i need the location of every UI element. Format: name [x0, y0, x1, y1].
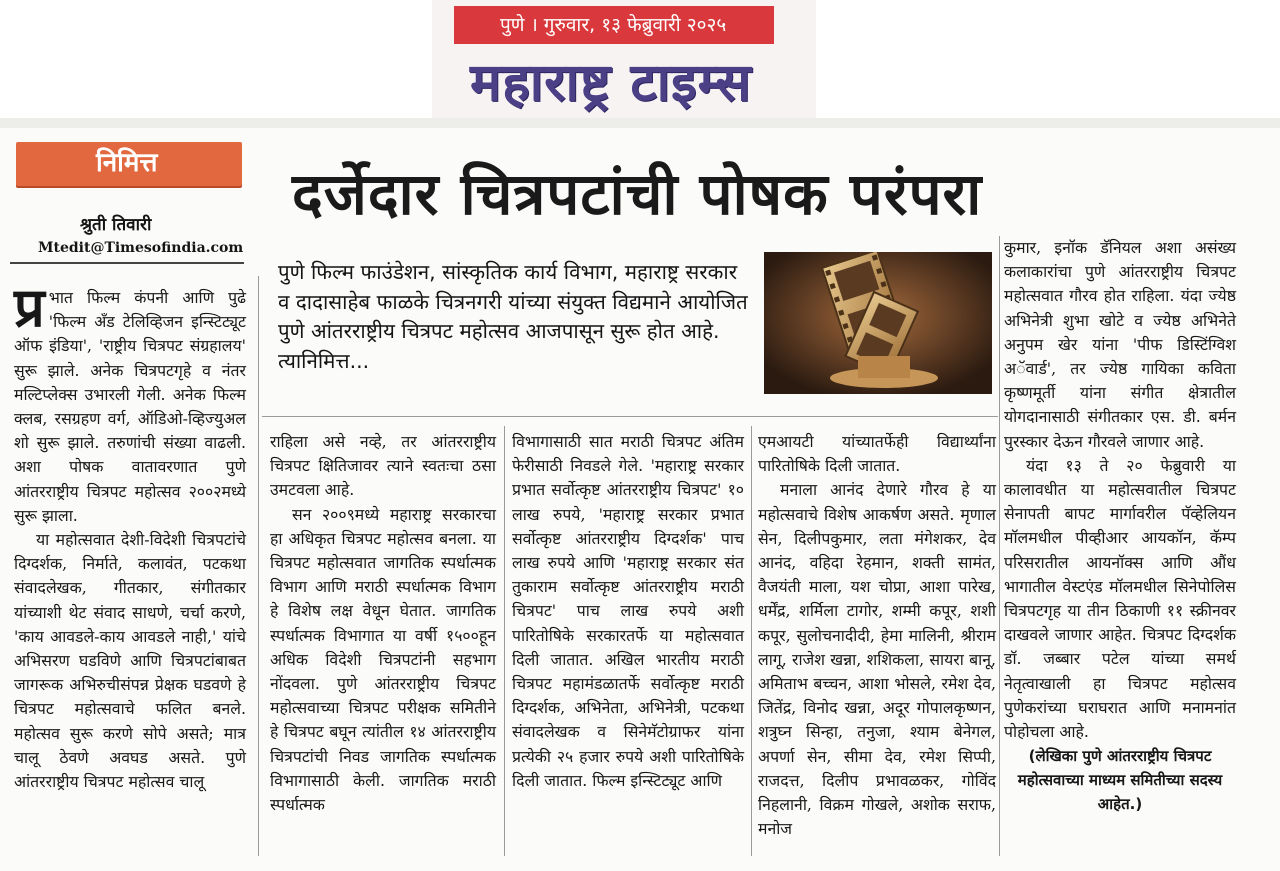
byline-divider [10, 262, 244, 264]
article-column-5 [1004, 236, 1236, 816]
paragraph: विभागासाठी सात मराठी चित्रपट अंतिम फेरीसाठी निवडले गेले. 'महाराष्ट्र सरकार प्रभात सर्वोत्कृष्ट आंतरराष्ट्रीय चित्रपट' १० लाख रुपये, 'महाराष्ट्र सरकार प्रभात सर्वोत्कृष्ट आंतरराष्ट्रीय दिग्दर्शक' पाच लाख रुपये आणि 'महाराष्ट्र सरकार संत तुकाराम सर्वोत्कृष्ट आंतरराष्ट्रीय मराठी चित्रपट' पाच लाख रुपये अशी पारितोषिके सरकारतर्फे या महोत्सवात दिली जातात. अखिल भारतीय मराठी चित्रपट महामंडळातर्फे सर्वोत्कृष्ट मराठी दिग्दर्शक, अभिनेता, अभिनेत्री, पटकथा संवादलेखक व सिनेमॅटोग्राफर यांना प्रत्येकी २५ हजार रुपये अशी पारितोषिके दिली जातात. फिल्म इन्स्टिट्यूट आणि [512, 432, 744, 790]
author-email: Mtedit@Timesofindia.com [38, 240, 244, 256]
page-top-edge [0, 118, 1280, 128]
paragraph: मनाला आनंद देणारे गौरव हे या महोत्सवाचे विशेष आकर्षण असते. मृणाल सेन, दिलीपकुमार, लता मंगेशकर, देव आनंद, वहिदा रेहमान, शक्ती सामंत, वैजयंती माला, यश चोप्रा, आशा पारेख, धर्मेंद्र, शर्मिला टागोर, शम्मी कपूर, शशी कपूर, सुलोचनादीदी, हेमा मालिनी, श्रीराम लागू, राजेश खन्ना, शशिकला, सायरा बानू, अमिताभ बच्चन, आशा भोसले, रमेश देव, जितेंद्र, विनोद खन्ना, अदूर गोपालकृष्णन, शत्रुघ्न सिन्हा, तनुजा, श्याम बेनेगल, अपर्णा सेन, सीमा देव, रमेश सिप्पी, राजदत्त, दिलीप प्रभावळकर, गोविंद निहलानी, विक्रम गोखले, अशोक सराफ, मनोज [758, 480, 996, 839]
section-tag [16, 142, 242, 186]
author-name: श्रुती तिवारी [80, 215, 152, 235]
newspaper-title: महाराष्ट्र टाइम्स [470, 53, 752, 113]
column-rule [751, 426, 752, 856]
paragraph: यंदा १३ ते २० फेब्रुवारी या कालावधीत या महोत्सवातील चित्रपट सेनापती बापट मार्गावरील पॅव्हेलियन मॉलमधील पीव्हीआर आयकॉन, कॅम्प परिसरातील आयनॉक्स आणि औंध भागातील वेस्टएंड मॉलमधील सिनेपोलिस चित्रपटगृह या तीन ठिकाणी ११ स्क्रीनवर दाखवले जाणार आहेत. चित्रपट दिग्दर्शक डॉ. जब्बार पटेल यांच्या समर्थ नेतृत्वाखाली हा चित्रपट महोत्सव पुणेकरांच्या घराघरात आणि मनामनांत पोहोचला आहे. [1004, 455, 1236, 742]
masthead [432, 0, 816, 124]
article-column-2 [270, 430, 496, 817]
article-headline: दर्जेदार चित्रपटांची पोषक परंपरा [292, 160, 983, 228]
paragraph: भात फिल्म कंपनी आणि पुढे 'फिल्म अँड टेलिव्हिजन इन्स्टिट्यूट ऑफ इंडिया', 'राष्ट्रीय चित्रपट संग्रहालय' सुरू झाले. अनेक चित्रपटगृहे व नंतर मल्टिप्लेक्स उभारली गेली. अनेक फिल्म क्लब, रसग्रहण वर्ग, ऑडिओ-व्हिज्युअल शो सुरू झाले. तरुणांची संख्या वाढली. अशा पोषक वातावरणात पुणे आंतरराष्ट्रीय चित्रपट महोत्सव २००२मध्ये सुरू झाला. [14, 288, 246, 525]
dateline: पुणे । गुरुवार, १३ फेब्रुवारी २०२५ [454, 6, 774, 44]
intro-rule [262, 416, 998, 417]
film-reel-icon [764, 252, 992, 394]
article-column-4 [758, 430, 996, 841]
dropcap: प्र [14, 276, 45, 339]
paragraph: एमआयटी यांच्यातर्फेही विद्यार्थ्यांना पारितोषिके दिली जातात. [758, 432, 996, 476]
paragraph: सन २००९मध्ये महाराष्ट्र सरकारचा हा अधिकृत चित्रपट महोत्सव बनला. या चित्रपट महोत्सवात जागतिक स्पर्धात्मक विभाग आणि मराठी स्पर्धात्मक विभाग हे विशेष लक्ष वेधून घेतात. जागतिक स्पर्धात्मक विभागात या वर्षी १५००हून अधिक विदेशी चित्रपटांनी सहभाग नोंदवला. पुणे आंतरराष्ट्रीय चित्रपट महोत्सवाच्या चित्रपट परीक्षक समितीने हे चित्रपट बघून त्यांतील १४ आंतरराष्ट्रीय चित्रपटांची निवड जागतिक स्पर्धात्मक विभागासाठी केली. जागतिक मराठी स्पर्धात्मक [270, 504, 496, 815]
column-rule [258, 276, 259, 856]
paragraph: या महोत्सवात देशी-विदेशी चित्रपटांचे दिग्दर्शक, निर्माते, कलावंत, पटकथा संवादलेखक, गीतकार, संगीतकार यांच्याशी थेट संवाद साधणे, चर्चा करणे, 'काय आवडले-काय आवडले नाही,' यांचे अभिसरण घडविणे आणि चित्रपटांबाबत जागरूक अभिरुचीसंपन्न प्रेक्षक घडवणे हे चित्रपट महोत्सवाचे फलित बनले. महोत्सव सुरू करणे सोपे असते; मात्र चालू ठेवणे अवघड असते. पुणे आंतरराष्ट्रीय चित्रपट महोत्सव चालू [14, 530, 246, 792]
article-intro: पुणे फिल्म फाउंडेशन, सांस्कृतिक कार्य विभाग, महाराष्ट्र सरकार व दादासाहेब फाळके चित्रनगरी यांच्या संयुक्त विद्यमाने आयोजित पुणे आंतरराष्ट्रीय चित्रपट महोत्सव आजपासून सुरू होत आहे. त्यानिमित्त... [278, 260, 748, 373]
paragraph: कुमार, इनॉक डॅनियल अशा असंख्य कलाकारांचा पुणे आंतरराष्ट्रीय चित्रपट महोत्सवात गौरव होत राहिला. यंदा ज्येष्ठ अभिनेत्री शुभा खोटे व ज्येष्ठ अभिनेते अनुपम खेर यांना 'पीफ डिस्टिंग्विश अॅवार्ड', तर ज्येष्ठ गायिका कविता कृष्णमूर्ती यांना संगीत क्षेत्रातील योगदानासाठी संगीतकार एस. डी. बर्मन पुरस्कार देऊन गौरवले जाणार आहे. [1004, 238, 1236, 451]
article-column-3 [512, 430, 744, 793]
section-tag-label: निमित्त [96, 148, 158, 178]
paragraph: राहिला असे नव्हे, तर आंतरराष्ट्रीय चित्रपट क्षितिजावर त्याने स्वतःचा ठसा उमटवला आहे. [270, 432, 496, 500]
column-rule [999, 236, 1000, 856]
article-column-1 [14, 276, 246, 794]
article-photo [764, 252, 992, 394]
author-note: (लेखिका पुणे आंतरराष्ट्रीय चित्रपट महोत्सवाच्या माध्यम समितीच्या सदस्य आहेत.) [1017, 747, 1223, 814]
column-rule [504, 426, 505, 856]
